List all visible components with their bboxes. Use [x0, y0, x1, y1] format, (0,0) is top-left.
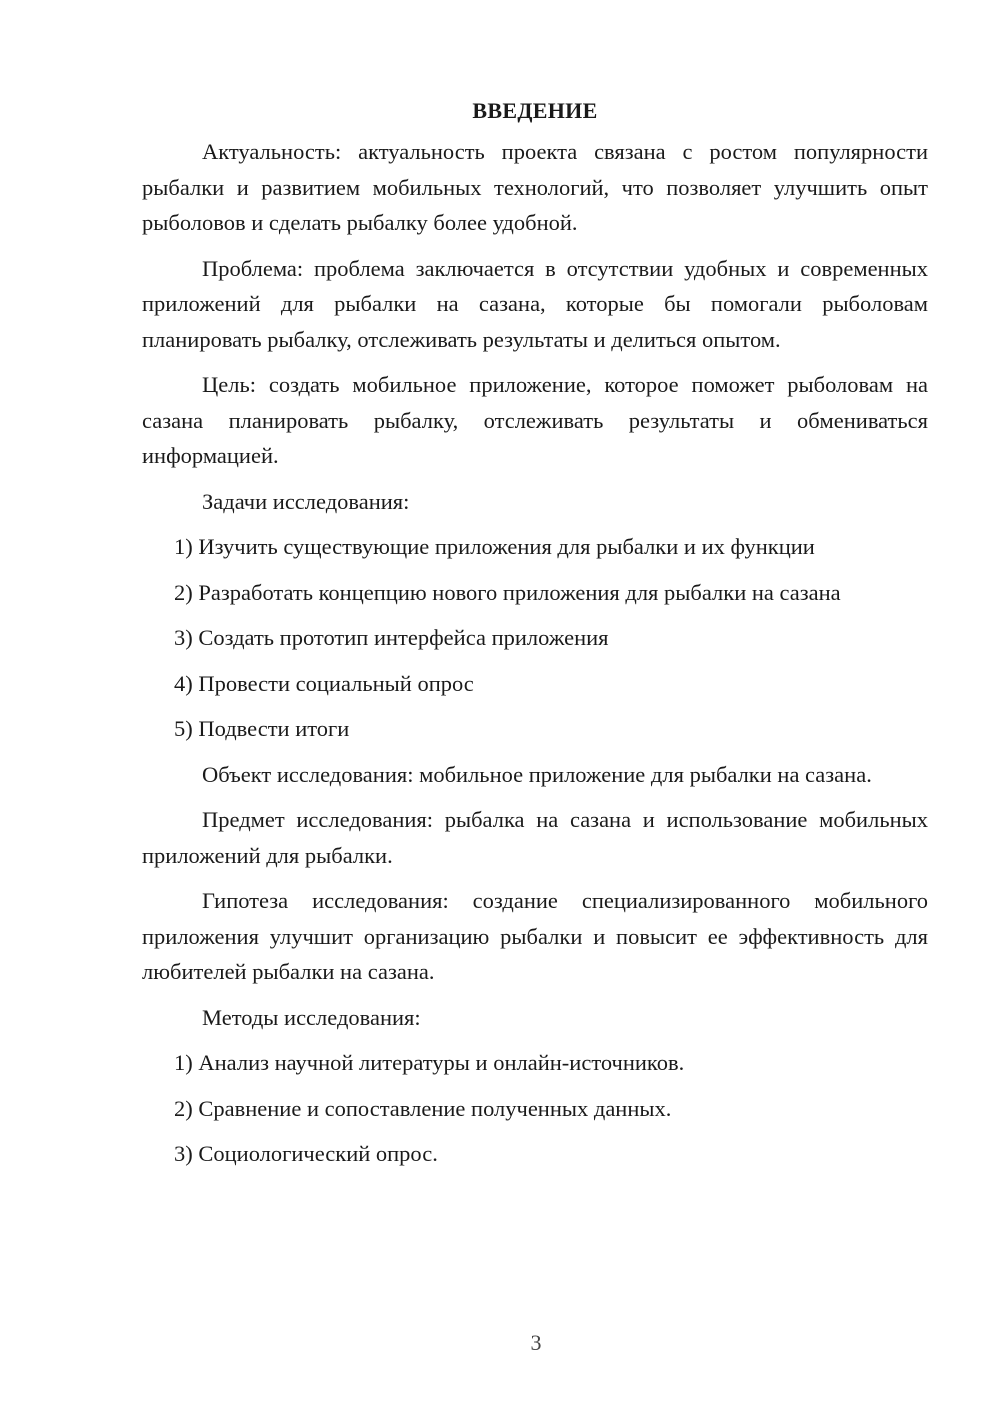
- document-page: [142, 94, 928, 1182]
- page-number: 3: [530, 1330, 542, 1355]
- goal-paragraph: Цель: создать мобильное приложение, которое поможет рыболовам на сазана планировать рыбалку, отслеживать результаты и обмениваться информацией.: [142, 372, 928, 468]
- method-item: 3) Социологический опрос.: [174, 1141, 438, 1166]
- methods-list: [142, 1045, 928, 1172]
- task-item: 1) Изучить существующие приложения для рыбалки и их функции: [174, 534, 815, 559]
- method-item: 1) Анализ научной литературы и онлайн-источников.: [174, 1050, 685, 1075]
- subject-paragraph: Предмет исследования: рыбалка на сазана и использование мобильных приложений для рыбалки.: [142, 807, 928, 868]
- object-paragraph: Объект исследования: мобильное приложение для рыбалки на сазана.: [202, 761, 872, 787]
- method-item: 2) Сравнение и сопоставление полученных данных.: [174, 1095, 672, 1121]
- relevance-paragraph: Актуальность: актуальность проекта связана с ростом популярности рыбалки и развитием мобильных технологий, что позволяет улучшить опыт рыболовов и сделать рыбалку более удобной.: [142, 139, 928, 235]
- methods-label: Методы исследования:: [202, 1004, 421, 1030]
- tasks-list: [142, 529, 928, 747]
- task-item: 3) Создать прототип интерфейса приложения: [174, 625, 609, 650]
- task-item: 2) Разработать концепцию нового приложения для рыбалки на сазана: [174, 579, 841, 605]
- task-item: 4) Провести социальный опрос: [174, 670, 474, 696]
- hypothesis-paragraph: Гипотеза исследования: создание специализированного мобильного приложения улучшит организацию рыбалки и повысит ее эффективность для любителей рыбалки на сазана.: [142, 888, 928, 984]
- task-item: 5) Подвести итоги: [174, 716, 350, 741]
- problem-paragraph: Проблема: проблема заключается в отсутствии удобных и современных приложений для рыбалки на сазана, которые бы помогали рыболовам планировать рыбалку, отслеживать результаты и делиться опытом.: [142, 255, 928, 352]
- tasks-label: Задачи исследования:: [202, 488, 410, 514]
- section-title: ВВЕДЕНИЕ: [472, 98, 598, 123]
